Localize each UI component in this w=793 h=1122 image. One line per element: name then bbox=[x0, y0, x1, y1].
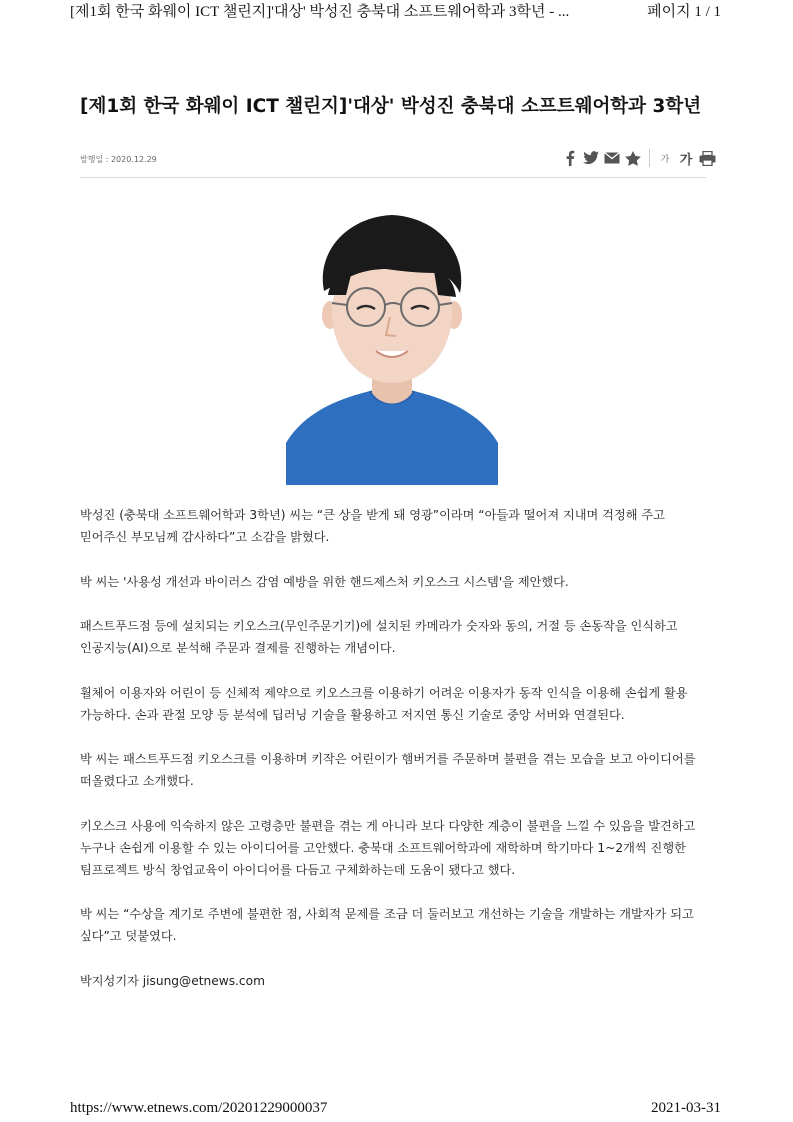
bookmark-star-icon[interactable] bbox=[623, 148, 643, 168]
print-header bbox=[0, 0, 793, 22]
article-paragraph: 키오스크 사용에 익숙하지 않은 고령층만 불편을 겪는 게 아니라 보다 다양한 계층이 불편을 느낄 수 있음을 발견하고 누구나 손쉽게 이용할 수 있는 아이디어를 고안했다. 충북대 소프트웨어학과에 재학하며 학기마다 1~2개씩 진행한 팀프로젝트 방식 창업교육이 아이디어를 다듬고 구체화하는데 도움이 됐다고 했다. bbox=[80, 818, 696, 877]
portrait-photo bbox=[286, 211, 498, 485]
article-body bbox=[80, 504, 708, 1014]
publish-date: 발행일 : 2020.12.29 bbox=[80, 155, 157, 164]
toolbar-separator bbox=[649, 149, 650, 167]
twitter-icon[interactable] bbox=[581, 148, 601, 168]
article-paragraph: 휠체어 이용자와 어린이 등 신체적 제약으로 키오스크를 이용하기 어려운 이용자가 동작 인식을 이용해 손쉽게 활용 가능하다. 손과 관절 모양 등 분석에 딥러닝 기술을 활용하고 저지연 통신 기술로 중앙 서버와 연결된다. bbox=[80, 685, 688, 722]
article-byline: 박지성기자 jisung@etnews.com bbox=[80, 973, 265, 988]
header-divider bbox=[80, 177, 706, 178]
article-paragraph: 박 씨는 “수상을 계기로 주변에 불편한 점, 사회적 문제를 조금 더 둘러보고 개선하는 기술을 개발하는 개발자가 되고 싶다”고 덧붙였다. bbox=[80, 907, 694, 943]
print-footer-date: 2021-03-31 bbox=[651, 1100, 721, 1116]
article-paragraph: 박 씨는 패스트푸드점 키오스크를 이용하며 키작은 어린이가 햄버거를 주문하며 불편을 겪는 모습을 보고 아이디어를 떠올렸다고 소개했다. bbox=[80, 752, 696, 788]
print-header-title: [제1회 한국 화웨이 ICT 챌린지]'대상' 박성진 충북대 소프트웨어학과 3학년 - ... bbox=[70, 4, 570, 20]
print-header-page-number: 페이지 1 / 1 bbox=[647, 4, 721, 20]
print-icon[interactable] bbox=[697, 148, 717, 168]
article-headline: [제1회 한국 화웨이 ICT 챌린지]'대상' 박성진 충북대 소프트웨어학과 3학년 bbox=[80, 96, 702, 117]
article-paragraph: 박성진 (충북대 소프트웨어학과 3학년) 씨는 “큰 상을 받게 돼 영광”이라며 “아들과 떨어져 지내며 걱정해 주고 믿어주신 부모님께 감사하다”고 소감을 밝혔다. bbox=[80, 508, 665, 544]
print-footer bbox=[0, 1100, 793, 1120]
font-smaller-button[interactable]: 가 bbox=[660, 154, 670, 165]
article-paragraph: 패스트푸드점 등에 설치되는 키오스크(무인주문기기)에 설치된 카메라가 숫자와 동의, 거절 등 손동작을 인식하고 인공지능(AI)으로 분석해 주문과 결제를 진행하는 개념이다. bbox=[80, 619, 678, 655]
print-footer-url: https://www.etnews.com/20201229000037 bbox=[70, 1100, 328, 1116]
article-paragraph: 박 씨는 '사용성 개선과 바이러스 감염 예방을 위한 핸드제스처 키오스크 시스템'을 제안했다. bbox=[80, 574, 569, 589]
facebook-icon[interactable] bbox=[560, 148, 580, 168]
email-icon[interactable] bbox=[602, 148, 622, 168]
article-toolbar bbox=[560, 147, 718, 169]
font-larger-button[interactable]: 가 bbox=[679, 152, 693, 168]
